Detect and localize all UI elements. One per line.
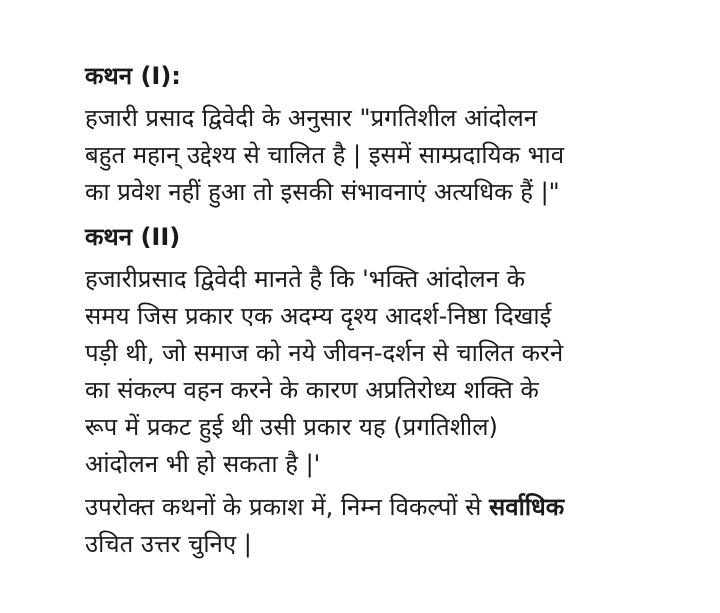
statement-2-line: रूप में प्रकट हुई थी उसी प्रकार यह (प्रगतिशील) [85, 413, 498, 441]
statement-2-line: का संकल्प वहन करने के कारण अप्रतिरोध्य शक्ति के [85, 376, 539, 404]
instruction-text [85, 489, 645, 563]
statement-2-line: हजारीप्रसाद द्विवेदी मानते है कि 'भक्ति आंदोलन के [85, 265, 526, 293]
statement-2-heading: कथन (II) [85, 223, 181, 251]
statement-2-text [85, 261, 645, 483]
instruction-prefix: उपरोक्त कथनों के प्रकाश में, निम्न विकल्पों से [85, 493, 490, 521]
statement-2-line: समय जिस प्रकार एक अदम्य दृश्य आदर्श-निष्ठा दिखाई [85, 302, 552, 330]
instruction-emphasis: सर्वाधिक [489, 493, 565, 521]
statement-1-line: हजारी प्रसाद द्विवेदी के अनुसार "प्रगतिशील आंदोलन [85, 104, 538, 132]
statement-2-line: पड़ी थी, जो समाज को नये जीवन-दर्शन से चालित करने [85, 339, 564, 367]
statement-1-line: बहुत महान् उद्देश्य से चालित है | इसमें साम्प्रदायिक भाव [85, 141, 565, 169]
instruction-line-2: उचित उत्तर चुनिए | [85, 530, 252, 558]
statement-2-line: आंदोलन भी हो सकता है |' [85, 450, 321, 478]
statement-1-text [85, 100, 645, 211]
statement-1-heading: कथन (I): [85, 62, 181, 90]
statement-1-line: का प्रवेश नहीं हुआ तो इसकी संभावनाएं अत्यधिक हैं |" [85, 178, 560, 206]
question-document [85, 56, 645, 569]
instruction-line-1 [85, 489, 645, 526]
